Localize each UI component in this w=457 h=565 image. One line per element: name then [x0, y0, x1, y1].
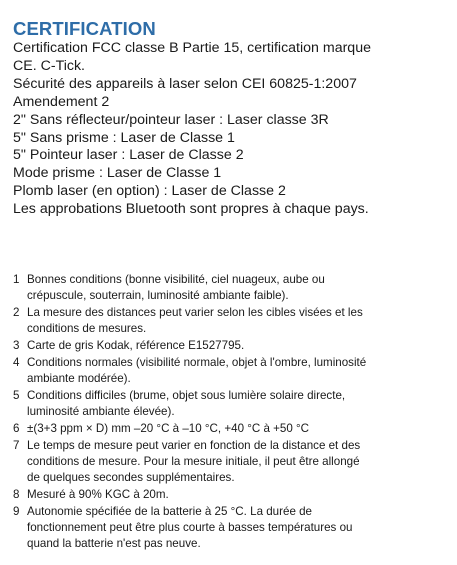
footnote-line: Conditions normales (visibilité normale, objet à l'ombre, luminosité: [27, 355, 367, 369]
footnote-line: Carte de gris Kodak, référence E1527795.: [27, 339, 245, 352]
footnote-line: Mesuré à 90% KGC à 20m.: [27, 487, 169, 501]
footnote-item: [13, 272, 453, 304]
footnote-line: Bonnes conditions (bonne visibilité, ciel nuageux, aube ou: [27, 273, 325, 286]
certification-line: Mode prisme : Laser de Classe 1: [13, 165, 222, 182]
footnote-line: conditions de mesures.: [27, 322, 147, 336]
footnote-text: [27, 272, 453, 304]
footnote-line: ±(3+3 ppm × D) mm –20 °C à –10 °C, +40 °C à +50 °C: [27, 421, 310, 435]
footnote-text: [27, 305, 453, 337]
footnote-line: quand la batterie n'est pas neuve.: [27, 537, 201, 550]
footnote-line: La mesure des distances peut varier selon les cibles visées et les: [27, 306, 363, 319]
footnote-number: 8: [13, 487, 20, 501]
footnote-line: conditions de mesure. Pour la mesure initiale, il peut être allongé: [27, 454, 360, 468]
footnote-number: 6: [13, 421, 20, 435]
certification-line: Les approbations Bluetooth sont propres à chaque pays.: [13, 201, 369, 218]
footnote-text: [27, 338, 453, 354]
footnote-text: [27, 355, 453, 387]
certification-line: 5" Sans prisme : Laser de Classe 1: [13, 129, 235, 146]
footnote-number: 3: [13, 339, 20, 352]
footnote-line: de quelques secondes supplémentaires.: [27, 471, 235, 484]
footnote-item: [13, 438, 453, 487]
certification-text: [13, 40, 443, 219]
footnote-text: [27, 388, 453, 420]
certification-line: Sécurité des appareils à laser selon CEI 60825-1:2007: [13, 75, 357, 92]
footnote-text: [27, 421, 453, 437]
footnote-text: [27, 504, 453, 553]
footnote-number: 1: [13, 273, 20, 286]
certification-line: Plomb laser (en option) : Laser de Classe 2: [13, 183, 286, 200]
footnote-line: fonctionnement peut être plus courte à basses températures ou: [27, 520, 353, 534]
footnote-item: [13, 355, 453, 387]
footnote-item: [13, 487, 453, 503]
certification-line: 5" Pointeur laser : Laser de Classe 2: [13, 147, 244, 164]
footnote-number: 7: [13, 438, 20, 452]
certification-line: Amendement 2: [13, 93, 110, 110]
footnote-line: Autonomie spécifiée de la batterie à 25 °C. La durée de: [27, 504, 313, 518]
certification-line: Certification FCC classe B Partie 15, certification marque: [13, 40, 371, 56]
footnote-number: 5: [13, 388, 20, 402]
footnote-item: [13, 421, 453, 437]
footnote-item: [13, 338, 453, 354]
certification-line: CE. C-Tick.: [13, 57, 85, 74]
footnote-line: Le temps de mesure peut varier en fonction de la distance et des: [27, 438, 361, 452]
footnote-number: 9: [13, 504, 20, 518]
section-heading: CERTIFICATION: [13, 18, 156, 39]
footnote-item: [13, 504, 453, 553]
footnote-item: [13, 388, 453, 420]
footnote-line: Conditions difficiles (brume, objet sous lumière solaire directe,: [27, 388, 346, 402]
footnote-text: [27, 487, 453, 503]
footnote-item: [13, 305, 453, 337]
footnote-line: ambiante modérée).: [27, 372, 131, 385]
footnote-number: 2: [13, 306, 20, 319]
footnote-line: crépuscule, souterrain, luminosité ambiante faible).: [27, 289, 289, 303]
footnotes-list: [13, 272, 453, 553]
certification-line: 2" Sans réflecteur/pointeur laser : Laser classe 3R: [13, 111, 329, 128]
footnote-text: [27, 438, 453, 487]
footnote-number: 4: [13, 355, 20, 369]
footnote-line: luminosité ambiante élevée).: [27, 405, 175, 418]
